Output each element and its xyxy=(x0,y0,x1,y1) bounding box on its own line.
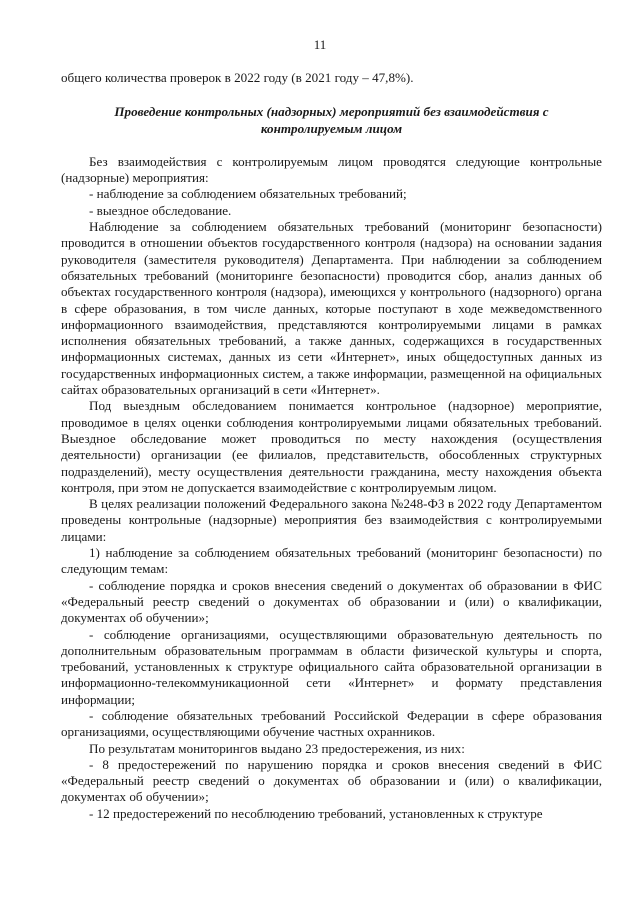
list-item-inspection: - выездное обследование. xyxy=(89,202,232,218)
list-item-monitoring: 1) наблюдение за соблюдением обязательных требований (мониторинг безопасности) по следующим темам: xyxy=(61,545,602,577)
paragraph-law-248: В целях реализации положений Федерального закона №248-ФЗ в 2022 году Департаментом проведены контрольные (надзорные) мероприятия без взаимодействия с контролируемыми лицами: xyxy=(61,496,602,544)
paragraph-continuation: общего количества проверок в 2022 году (в 2021 году – 47,8%). xyxy=(61,70,414,85)
paragraph-results: По результатам мониторингов выдано 23 предостережения, из них: xyxy=(89,740,465,756)
paragraph-inspection-definition: Под выездным обследованием понимается контрольное (надзорное) мероприятие, проводимое в целях оценки соблюдения контролируемыми лицами обязательных требований. Выездное обследование может проводиться по месту нахождения (осуществления деятельности) организации (ее филиалов, представительств, обособленных структурных подразделений), месту осуществления деятельности гражданина, месту нахождения объекта контроля, при этом не допускается взаимодействие с контролируемым лицом. xyxy=(61,398,602,495)
section-heading: Проведение контрольных (надзорных) мероприятий без взаимодействия с контролируемым лицом xyxy=(114,104,549,136)
list-item-website-structure: - соблюдение организациями, осуществляющими образовательную деятельность по дополнительным образовательным программам в области физической культуры и спорта, требований, установленных к структуре официального сайта образовательной организации в информационно-телекоммуникационной сети «Интернет» и формату представления информации; xyxy=(61,626,602,707)
list-item-warnings-fis: - 8 предостережений по нарушению порядка и сроков внесения сведений в ФИС «Федеральный реестр сведений о документах об образовании и (или) о квалификации, документах об обучении»; xyxy=(61,756,602,805)
list-item-warnings-structure: - 12 предостережений по несоблюдению требований, установленных к структуре xyxy=(89,805,543,821)
list-item-security-guards: - соблюдение обязательных требований Российской Федерации в сфере образования организациями, осуществляющими обучение частных охранников. xyxy=(61,707,602,740)
page-content xyxy=(61,70,602,822)
paragraph-intro: Без взаимодействия с контролируемым лицом проводятся следующие контрольные (надзорные) мероприятия: xyxy=(61,153,602,186)
list-item-observation: - наблюдение за соблюдением обязательных требований; xyxy=(89,186,407,202)
paragraph-observation-definition: Наблюдение за соблюдением обязательных требований (мониторинг безопасности) проводится в отношении объектов государственного контроля (надзора) на основании задания руководителя (заместителя руководителя) Департамента. При наблюдении за соблюдением обязательных требований (мониторинге безопасности) проводится сбор, анализ данных об объектах государственного контроля (надзора), имеющихся у контрольного (надзорного) органа в сфере образования, в том числе данных, которые поступают в ходе межведомственного информационного взаимодействия, представляются контролируемыми лицами в рамках исполнения обязательных требований, а также данных, содержащихся в государственных информационных системах, данных из сети «Интернет», иных общедоступных данных из государственных информационных систем, а также информации, размещенной на официальных сайтах образовательных организаций в сети «Интернет». xyxy=(61,219,602,398)
list-item-fis-registry: - соблюдение порядка и сроков внесения сведений о документах об образовании в ФИС «Федеральный реестр сведений о документах об образовании и (или) о квалификации, документах об обучении»; xyxy=(61,577,602,626)
page-number: 11 xyxy=(313,37,327,52)
